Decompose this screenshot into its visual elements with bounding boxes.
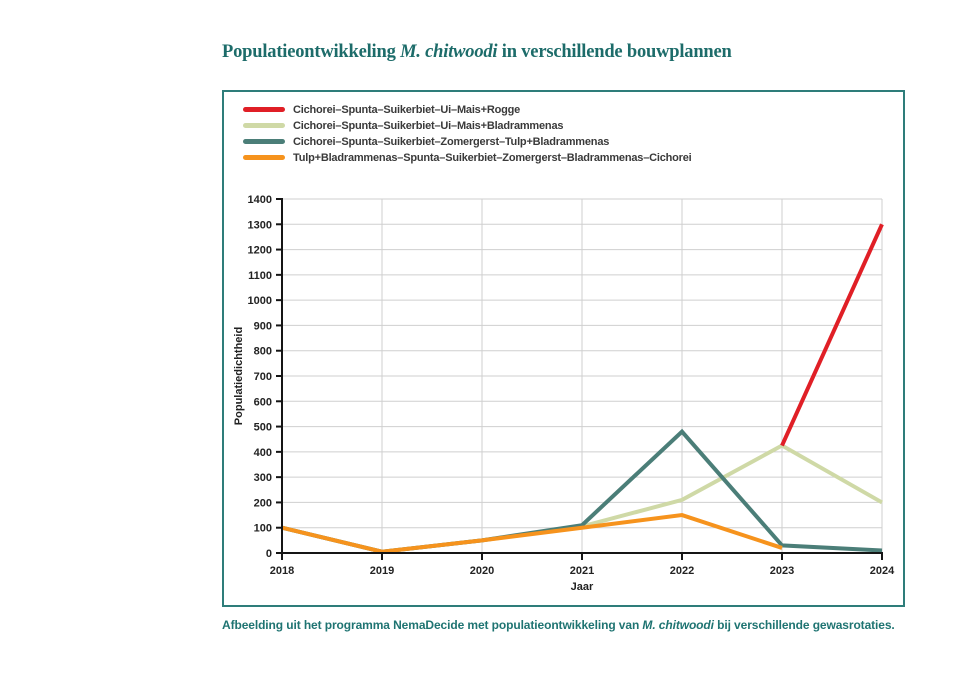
legend-swatch [243,155,285,160]
y-tick-label: 300 [253,472,272,485]
title-text-tail: in verschillende bouwplannen [497,42,732,62]
legend-label: Cichorei–Spunta–Suikerbiet–Zomergerst–Tulp+Bladrammenas [293,135,610,148]
legend-item [243,103,692,116]
y-tick-label: 800 [253,345,272,358]
y-tick-label: 600 [253,396,272,409]
y-axis-title: Populatiedichtheid [233,326,245,426]
y-tick-label: 100 [253,522,272,535]
x-tick-label: 2022 [669,565,695,577]
y-tick-label: 200 [253,497,272,510]
x-tick-label: 2024 [869,565,895,577]
caption-text-tail: bij verschillende gewasrotaties. [713,618,895,632]
y-tick-label: 900 [253,320,272,333]
y-tick-label: 500 [253,421,272,434]
title-text: Populatieontwikkeling [222,42,401,62]
legend-item [243,151,692,164]
legend-swatch [243,139,285,144]
caption-italic-species: M. chitwoodi [642,618,714,632]
y-tick-label: 1000 [247,295,272,308]
y-tick-label: 1300 [247,219,272,232]
page-title [222,42,732,63]
legend-label: Cichorei–Spunta–Suikerbiet–Ui–Mais+Rogge [293,103,521,116]
x-axis-title: Jaar [570,581,594,593]
legend-item [243,119,692,132]
line-chart [224,92,903,605]
y-tick-label: 1400 [247,194,272,206]
x-tick-label: 2018 [269,565,295,577]
series-line [782,224,882,445]
legend-swatch [243,123,285,128]
x-tick-label: 2021 [569,565,595,577]
legend-item [243,135,692,148]
title-italic-species: M. chitwoodi [400,42,498,62]
legend-swatch [243,107,285,112]
legend-label: Cichorei–Spunta–Suikerbiet–Ui–Mais+Bladrammenas [293,119,564,132]
x-tick-label: 2020 [469,565,495,577]
figure-caption [222,618,902,632]
y-tick-label: 1200 [247,244,272,257]
caption-text: Afbeelding uit het programma NemaDecide met populatieontwikkeling van [222,618,643,632]
x-tick-label: 2023 [769,565,795,577]
series-line [282,515,782,552]
y-tick-label: 1100 [248,269,272,282]
y-tick-label: 400 [253,446,272,459]
chart-panel [222,90,905,607]
y-tick-label: 0 [265,548,272,560]
y-tick-label: 700 [253,371,272,383]
x-tick-label: 2019 [369,565,395,577]
chart-legend [243,103,692,164]
legend-label: Tulp+Bladrammenas–Spunta–Suikerbiet–Zomergerst–Bladrammenas–Cichorei [293,151,692,164]
